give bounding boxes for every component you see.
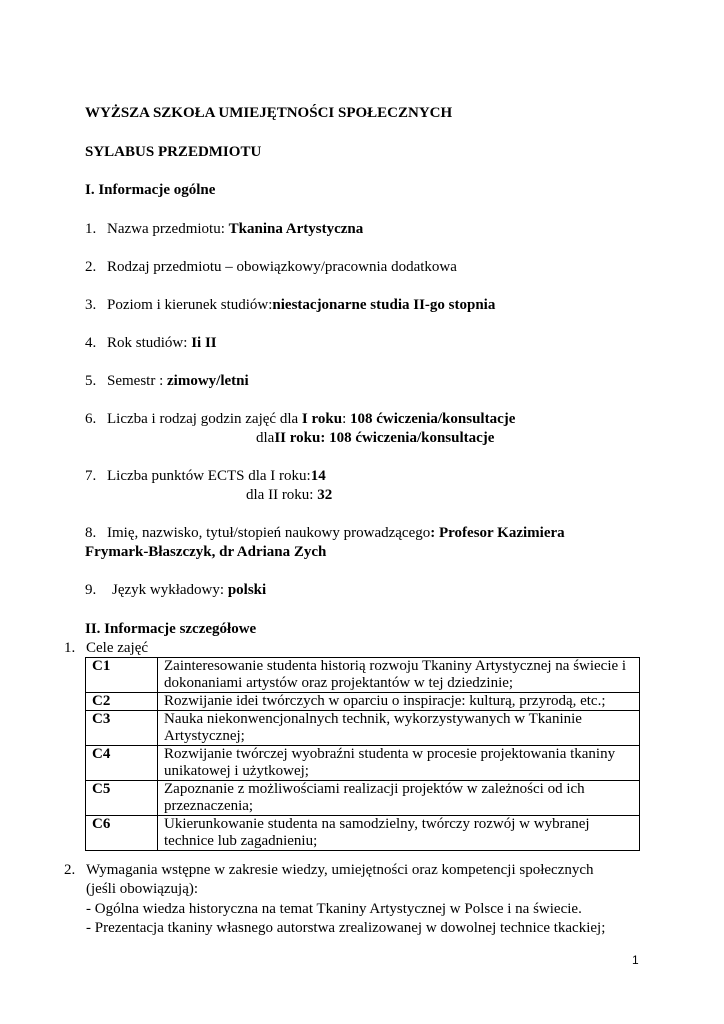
table-row <box>86 746 640 781</box>
item-label: Poziom i kierunek studiów: <box>107 297 273 313</box>
goals-table <box>85 657 640 851</box>
goal-description: Rozwijanie twórczej wyobraźni studenta w procesie projektowania tkaniny unikatowej i użytkowej; <box>158 746 640 781</box>
item-value: 14 <box>310 468 326 484</box>
requirements-line-1: Wymagania wstępne w zakresie wiedzy, umiejętności oraz kompetencji społecznych <box>86 862 594 878</box>
school-name: WYŻSZA SZKOŁA UMIEJĘTNOŚCI SPOŁECZNYCH <box>85 105 453 121</box>
table-row <box>86 658 640 693</box>
goal-description: Nauka niekonwencjonalnych technik, wykorzystywanych w Tkaninie Artystycznej; <box>158 711 640 746</box>
page-number: 1 <box>632 953 639 967</box>
list-item-continuation: Frymark-Błaszczyk, dr Adriana Zych <box>85 544 327 560</box>
item-line2-label: dla <box>256 430 275 446</box>
item-number: 2. <box>85 259 97 275</box>
list-item <box>85 296 495 314</box>
item-label: Liczba punktów ECTS dla I roku: <box>107 468 311 484</box>
requirements-line-3: - Ogólna wiedza historyczna na temat Tkaniny Artystycznej w Polsce i na świecie. <box>86 901 582 917</box>
list-item <box>85 581 266 599</box>
item-value: niestacjonarne studia II-go stopnia <box>272 297 496 313</box>
requirements-row <box>64 861 594 879</box>
item-value: zimowy/letni <box>167 373 249 389</box>
item-value: I roku <box>301 411 343 427</box>
item-value-2: 108 ćwiczenia/konsultacje <box>350 411 516 427</box>
item-label: Semestr : <box>107 373 167 389</box>
list-item <box>85 220 363 238</box>
item-number: 3. <box>85 297 97 313</box>
list-item <box>85 410 515 428</box>
goal-code: C4 <box>86 746 158 781</box>
item-label: Liczba i rodzaj godzin zajęć dla <box>107 411 302 427</box>
item-label-2: : <box>342 411 350 427</box>
list-item <box>85 372 249 390</box>
goal-code: C2 <box>86 693 158 711</box>
list-item <box>85 524 565 542</box>
item-number: 1. <box>85 221 97 237</box>
goal-description: Zapoznanie z możliwościami realizacji projektów w zależności od ich przeznaczenia; <box>158 781 640 816</box>
item-value: polski <box>227 582 267 598</box>
item-number: 8. <box>85 525 97 541</box>
item-number: 7. <box>85 468 97 484</box>
requirements-line-2: (jeśli obowiązują): <box>86 881 199 897</box>
goals-label-row <box>64 639 148 657</box>
goals-number: 1. <box>64 640 76 656</box>
table-row <box>86 816 640 851</box>
goal-code: C5 <box>86 781 158 816</box>
section-1-heading: I. Informacje ogólne <box>85 182 216 198</box>
goal-description: Ukierunkowanie studenta na samodzielny, twórczy rozwój w wybranej technice lub zagadnieniu; <box>158 816 640 851</box>
list-item-continuation <box>246 486 332 504</box>
list-item <box>85 334 217 352</box>
item-number: 5. <box>85 373 97 389</box>
table-row <box>86 711 640 746</box>
requirements-number: 2. <box>64 862 76 878</box>
item-label: Język wykładowy: <box>112 582 228 598</box>
goal-code: C1 <box>86 658 158 693</box>
document-title: SYLABUS PRZEDMIOTU <box>85 144 262 160</box>
goals-label: Cele zajęć <box>86 640 149 656</box>
item-value: Tkanina Artystyczna <box>228 221 364 237</box>
item-number: 9. <box>85 582 97 598</box>
list-item <box>85 258 457 276</box>
item-number: 4. <box>85 335 97 351</box>
section-2-heading: II. Informacje szczegółowe <box>85 621 257 637</box>
list-item-continuation <box>256 429 494 447</box>
item-number: 6. <box>85 411 97 427</box>
item-label: Rok studiów: <box>107 335 192 351</box>
table-row <box>86 693 640 711</box>
item-label: Rodzaj przedmiotu – obowiązkowy/pracownia dodatkowa <box>107 259 457 275</box>
item-line2-label: dla II roku: <box>246 487 318 503</box>
item-line2-value: II roku: 108 ćwiczenia/konsultacje <box>274 430 495 446</box>
item-value: : Profesor Kazimiera <box>430 525 565 541</box>
item-label: Nazwa przedmiotu: <box>107 221 229 237</box>
item-line2-value: 32 <box>317 487 333 503</box>
goal-code: C3 <box>86 711 158 746</box>
table-row <box>86 781 640 816</box>
item-label: Imię, nazwisko, tytuł/stopień naukowy prowadzącego <box>107 525 431 541</box>
goal-code: C6 <box>86 816 158 851</box>
requirements-line-4: - Prezentacja tkaniny własnego autorstwa zrealizowanej w dowolnej technice tkackiej; <box>86 920 606 936</box>
item-value: Ii II <box>191 335 217 351</box>
goal-description: Rozwijanie idei twórczych w oparciu o inspiracje: kulturą, przyrodą, etc.; <box>158 693 640 711</box>
list-item <box>85 467 326 485</box>
goal-description: Zainteresowanie studenta historią rozwoju Tkaniny Artystycznej na świecie i dokonaniami artystów oraz projektantów w tej dziedzinie; <box>158 658 640 693</box>
